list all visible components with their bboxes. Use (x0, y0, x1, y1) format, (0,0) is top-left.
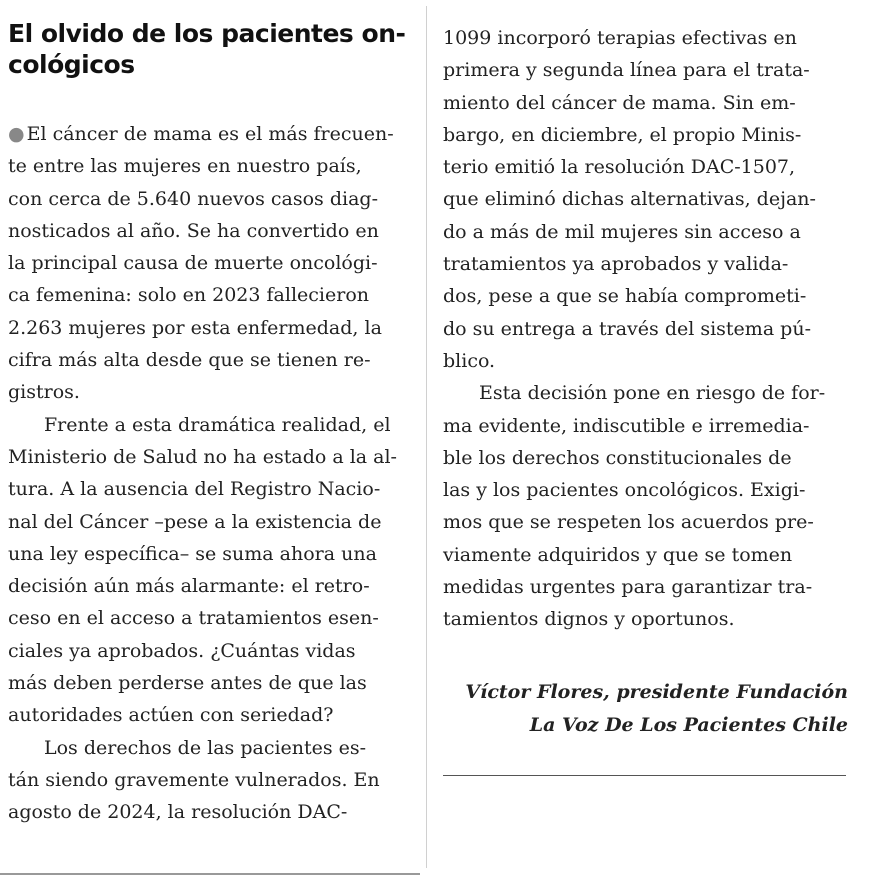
column-divider (426, 6, 427, 868)
text-line: miento del cáncer de mama. Sin em- (443, 91, 796, 114)
text-line: nosticados al año. Se ha convertido en (8, 219, 379, 242)
right-column (443, 0, 848, 742)
text-line: Esta decisión pone en riesgo de for- (479, 382, 826, 405)
text-line: agosto de 2024, la resolución DAC- (8, 801, 348, 824)
text-line: tán siendo gravemente vulnerados. En (8, 768, 380, 791)
text-line: ca femenina: solo en 2023 fallecieron (8, 284, 369, 307)
title-line: cológicos (8, 50, 135, 79)
text-line: que eliminó dichas alternativas, dejan- (443, 188, 816, 211)
text-line: viamente adquiridos y que se tomen (443, 543, 793, 566)
text-line: ble los derechos constitucionales de (443, 446, 792, 469)
text-line: 2.263 mujeres por esta enfermedad, la (8, 316, 382, 339)
paragraph-4 (443, 377, 848, 635)
signature-line: La Voz De Los Pacientes Chile (529, 713, 848, 736)
text-line: do a más de mil mujeres sin acceso a (443, 220, 801, 243)
text-line: Frente a esta dramática realidad, el (44, 413, 391, 436)
text-line: ma evidente, indiscutible e irremedia- (443, 414, 810, 437)
text-line: blico. (443, 349, 496, 372)
text-line: bargo, en diciembre, el propio Minis- (443, 123, 802, 146)
left-column (8, 0, 413, 829)
text-line: te entre las mujeres en nuestro país, (8, 155, 362, 178)
text-line: primera y segunda línea para el trata- (443, 59, 810, 82)
text-line: cifra más alta desde que se tienen re- (8, 349, 371, 372)
text-line: medidas urgentes para garantizar tra- (443, 576, 813, 599)
text-line: ciales ya aprobados. ¿Cuántas vidas (8, 639, 356, 662)
text-line: ● El cáncer de mama es el más frecuen- (8, 123, 394, 145)
text-line: ceso en el acceso a tratamientos esen- (8, 607, 379, 630)
text-line: más deben perderse antes de que las (8, 672, 367, 695)
text-line: la principal causa de muerte oncológi- (8, 252, 378, 275)
text-line: mos que se respeten los acuerdos pre- (443, 511, 814, 534)
bullet-icon: ● (8, 123, 25, 145)
closing-rule (443, 775, 846, 776)
text-line: tratamientos ya aprobados y valida- (443, 253, 789, 276)
paragraph-3-continued (443, 22, 848, 377)
text-line: las y los pacientes oncológicos. Exigi- (443, 479, 806, 502)
text-line: nal del Cáncer –pese a la existencia de (8, 510, 382, 533)
paragraph-2 (8, 409, 413, 732)
text-line: dos, pese a que se había comprometi- (443, 285, 807, 308)
text-line: do su entrega a través del sistema pú- (443, 317, 812, 340)
author-signature (443, 676, 848, 742)
text-line: Ministerio de Salud no ha estado a la al- (8, 445, 397, 468)
paragraph-3 (8, 732, 413, 829)
text-line: decisión aún más alarmante: el retro- (8, 575, 370, 598)
text-line: autoridades actúen con seriedad? (8, 704, 334, 727)
text-line: tamientos dignos y oportunos. (443, 608, 735, 631)
article-title (8, 18, 413, 80)
text-line: terio emitió la resolución DAC-1507, (443, 156, 796, 179)
bottom-rule (0, 873, 420, 875)
text-line: 1099 incorporó terapias efectivas en (443, 27, 797, 49)
text-line: con cerca de 5.640 nuevos casos diag- (8, 187, 378, 210)
title-line: El olvido de los pacientes on- (8, 19, 406, 48)
signature-line: Víctor Flores, presidente Fundación (465, 680, 848, 703)
paragraph-1 (8, 118, 413, 409)
text-line: tura. A la ausencia del Registro Nacio- (8, 478, 381, 501)
text-line: una ley específica– se suma ahora una (8, 542, 377, 565)
text-line: gistros. (8, 381, 80, 404)
text-line: Los derechos de las pacientes es- (44, 736, 367, 759)
